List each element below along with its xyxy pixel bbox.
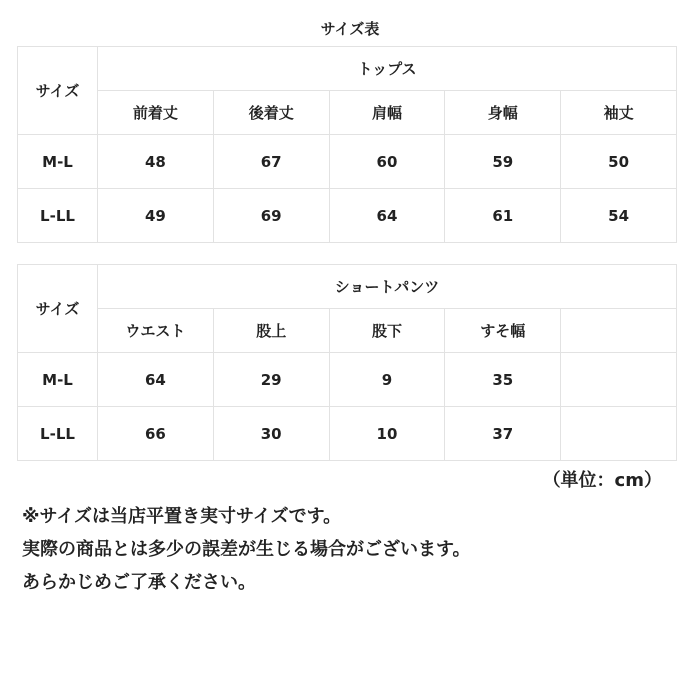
size-label: M-L — [18, 353, 98, 407]
table-cell: 49 — [98, 189, 214, 243]
column-header-rise: 股上 — [213, 309, 329, 353]
table-cell: 64 — [329, 189, 445, 243]
tops-group-header-row — [18, 47, 677, 91]
shorts-group-header: ショートパンツ — [98, 265, 677, 309]
table-cell: 64 — [98, 353, 214, 407]
table-cell: 35 — [445, 353, 561, 407]
table-cell: 67 — [213, 135, 329, 189]
size-label: L-LL — [18, 189, 98, 243]
column-header-body-width: 身幅 — [445, 91, 561, 135]
table-row — [18, 353, 677, 407]
note-line: あらかじめご了承ください。 — [22, 572, 256, 593]
column-header-empty — [561, 309, 677, 353]
column-header-front-length: 前着丈 — [98, 91, 214, 135]
table-cell: 50 — [561, 135, 677, 189]
column-header-hem-width: すそ幅 — [445, 309, 561, 353]
tops-group-header: トップス — [98, 47, 677, 91]
column-header-sleeve-length: 袖丈 — [561, 91, 677, 135]
unit-label: （単位：cm） — [542, 470, 662, 491]
tops-size-table — [17, 46, 677, 243]
table-cell: 10 — [329, 407, 445, 461]
table-cell — [561, 353, 677, 407]
table-cell: 29 — [213, 353, 329, 407]
column-header-shoulder-width: 肩幅 — [329, 91, 445, 135]
notes — [22, 500, 471, 599]
table-cell: 48 — [98, 135, 214, 189]
tops-column-header-row — [18, 91, 677, 135]
table-cell: 30 — [213, 407, 329, 461]
table-row — [18, 407, 677, 461]
table-cell: 9 — [329, 353, 445, 407]
shorts-group-header-row — [18, 265, 677, 309]
column-header-inseam: 股下 — [329, 309, 445, 353]
table-cell: 60 — [329, 135, 445, 189]
note-line: ※サイズは当店平置き実寸サイズです。 — [22, 506, 342, 527]
table-cell: 61 — [445, 189, 561, 243]
size-label: L-LL — [18, 407, 98, 461]
size-label: M-L — [18, 135, 98, 189]
table-cell — [561, 407, 677, 461]
note-line: 実際の商品とは多少の誤差が生じる場合がございます。 — [22, 539, 471, 560]
column-header-waist: ウエスト — [98, 309, 214, 353]
page-title: サイズ表 — [320, 20, 380, 38]
shorts-size-table — [17, 264, 677, 461]
shorts-column-header-row — [18, 309, 677, 353]
table-cell: 54 — [561, 189, 677, 243]
table-cell: 37 — [445, 407, 561, 461]
column-header-back-length: 後着丈 — [213, 91, 329, 135]
table-cell: 69 — [213, 189, 329, 243]
tops-size-header: サイズ — [18, 47, 98, 135]
table-row — [18, 189, 677, 243]
table-row — [18, 135, 677, 189]
table-cell: 59 — [445, 135, 561, 189]
table-cell: 66 — [98, 407, 214, 461]
shorts-size-header: サイズ — [18, 265, 98, 353]
